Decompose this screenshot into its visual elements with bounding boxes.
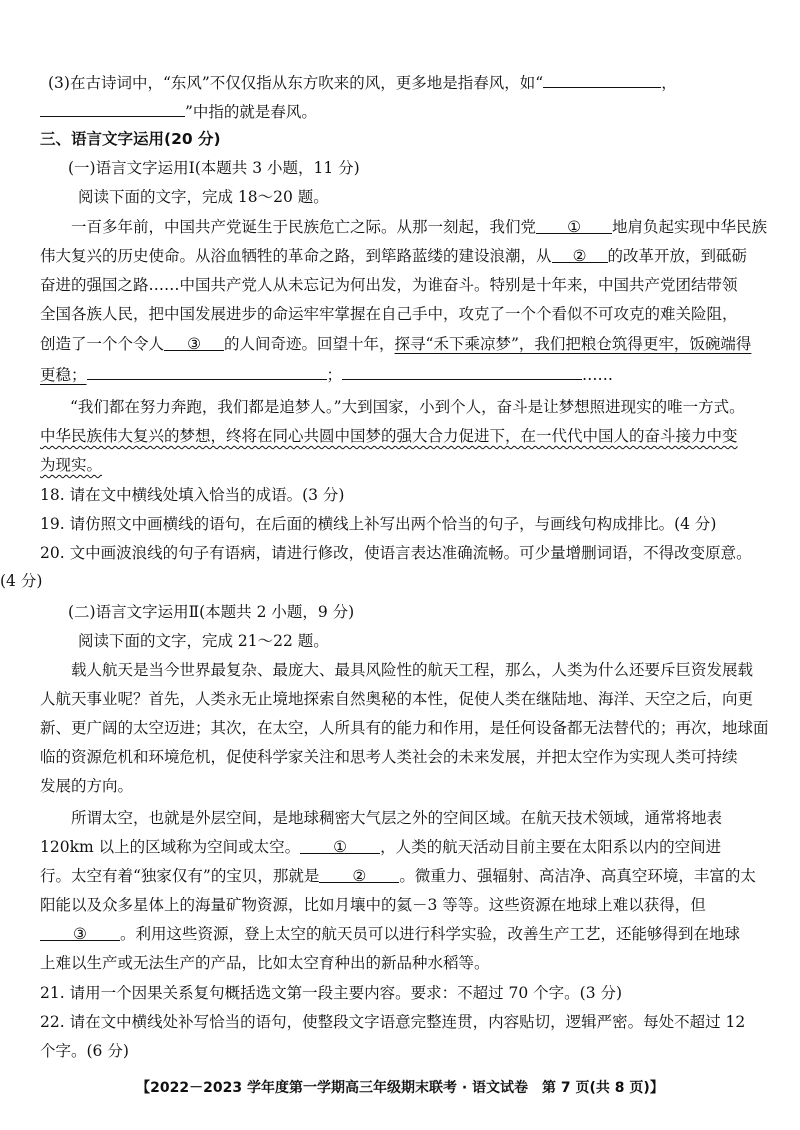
question-22: 22. 请在文中横线处补写恰当的语句，使整段文字语意完整连贯，内容贴切，逻辑严密。每处不超过 12 — [40, 1013, 746, 1031]
underlined-sentence: 更稳； — [40, 366, 87, 384]
passage4-line — [40, 865, 756, 887]
passage1-line: 全国各族人民，把中国发展进步的命运牢牢掌握在自己手中，攻克了一个个看似不可攻克的难关险阻， — [40, 305, 738, 323]
blank-1[interactable]: ① — [536, 216, 612, 234]
answer-blank[interactable] — [40, 99, 185, 117]
underlined-sentence: 探寻“禾下乘凉梦”，我们把粮仓筑得更牢，饭碗端得 — [394, 335, 752, 353]
passage3-line: 临的资源危机和环境危机，促使科学家关注和思考人类社会的未来发展，并把太空作为实现人类可持续 — [40, 748, 738, 766]
passage4-line: 上难以生产或无法生产的产品，比如太空育种出的新品种水稻等。 — [40, 954, 490, 972]
question-19: 19. 请仿照文中画横线的语句，在后面的横线上补写出两个恰当的句子，与画线句构成排比。(4 分) — [40, 515, 717, 533]
ellipsis: …… — [582, 366, 614, 384]
blank-3[interactable]: ③ — [40, 923, 120, 941]
part2-instruction: 阅读下面的文字，完成 21～22 题。 — [78, 632, 329, 650]
answer-blank[interactable] — [543, 70, 661, 88]
passage4-line: 所谓太空，也就是外层空间，是地球稠密大气层之外的空间区域。在航天技术领域，通常将地表 — [71, 809, 723, 827]
blank-1[interactable]: ① — [300, 836, 380, 854]
passage2-line: “我们都在努力奔跑，我们都是追梦人。”大到国家，小到个人，奋斗是让梦想照进现实的唯一方式。 — [70, 398, 745, 416]
question-21: 21. 请用一个因果关系复句概括选文第一段主要内容。要求：不超过 70 个字。(3 分) — [40, 984, 623, 1002]
poem-question-line2 — [40, 99, 317, 123]
question-20-score: (4 分) — [0, 572, 43, 590]
passage4-line — [40, 836, 721, 858]
imitation-blank-2[interactable] — [342, 362, 582, 380]
passage-text: ，人类的航天活动目前主要在太阳系以内的空间进 — [380, 838, 722, 856]
punctuation: ； — [326, 366, 343, 384]
passage3-line: 发展的方向。 — [40, 777, 134, 795]
passage-text: 行。太空有着“独家仅有”的宝贝，那就是 — [40, 867, 320, 885]
passage1-line — [71, 216, 767, 238]
poem-question-line1 — [48, 70, 677, 94]
imitation-blank-1[interactable] — [87, 362, 327, 380]
passage-text: 。利用这些资源，登上太空的航天员可以进行科学实验，改善生产工艺，还能够得到在地球 — [120, 925, 741, 943]
passage-text: 120km 以上的区域称为空间或太空。 — [40, 838, 301, 856]
poem-question-text-end: ”中指的就是春风。 — [185, 103, 317, 121]
passage3-line: 载人航天是当今世界最复杂、最庞大、最具风险性的航天工程，那么，人类为什么还要斥巨资发展载 — [71, 661, 754, 679]
passage3-line: 新、更广阔的太空迈进；其次，在太空，人所具有的能力和作用，是任何设备都无法替代的；再次，地球面 — [40, 719, 769, 737]
section-heading: 三、语言文字运用(20 分) — [40, 130, 221, 148]
part2-title: (二)语言文字运用Ⅱ(本题共 2 小题，9 分) — [68, 603, 355, 621]
wavy-sentence: 为现实。 — [40, 456, 103, 474]
passage-text: 地肩负起实现中华民族 — [612, 218, 768, 236]
passage-text: 的人间奇迹。回望十年， — [224, 335, 395, 353]
passage1-line — [40, 362, 613, 386]
passage-text: 一百多年前，中国共产党诞生于民族危亡之际。从那一刻起，我们党 — [71, 218, 537, 236]
passage1-line — [40, 333, 751, 355]
poem-question-text: (3)在古诗词中，“东风”不仅仅指从东方吹来的风，更多地是指春风，如“ — [48, 74, 544, 92]
blank-3[interactable]: ③ — [164, 333, 224, 351]
passage4-line: 阳能以及众多星体上的海量矿物资源，比如月壤中的氦－3 等等。这些资源在地球上难以获得，但 — [40, 896, 706, 914]
question-18: 18. 请在文中横线处填入恰当的成语。(3 分) — [40, 486, 345, 504]
passage4-line — [40, 923, 740, 945]
passage1-line — [40, 245, 747, 267]
passage-text: 的改革开放，到砥砺 — [607, 247, 748, 265]
page-footer: 【2022－2023 学年度第一学期高三年级期末联考 · 语文试卷 第 7 页(共 8 页)】 — [136, 1080, 664, 1096]
question-20: 20. 文中画波浪线的句子有语病，请进行修改，使语言表达准确流畅。可少量增删词语，不得改变原意。 — [40, 544, 752, 562]
question-22-cont: 个字。(6 分) — [40, 1042, 129, 1060]
part1-title: (一)语言文字运用Ⅰ(本题共 3 小题，11 分) — [68, 159, 360, 177]
passage-text: 。微重力、强辐射、高洁净、高真空环境，丰富的太 — [399, 867, 756, 885]
blank-2[interactable]: ② — [552, 245, 608, 263]
blank-2[interactable]: ② — [319, 865, 399, 883]
passage-text: 创造了一个个令人 — [40, 335, 165, 353]
wavy-sentence: 中华民族伟大复兴的梦想，终将在同心共圆中国梦的强大合力促进下，在一代代中国人的奋斗接力中变 — [40, 427, 738, 445]
passage-text: 伟大复兴的历史使命。从浴血牺牲的革命之路，到筚路蓝缕的建设浪潮，从 — [40, 247, 552, 265]
part1-instruction: 阅读下面的文字，完成 18～20 题。 — [78, 188, 329, 206]
punctuation: ， — [661, 74, 677, 92]
passage1-line: 奋进的强国之路……中国共产党人从未忘记为何出发，为谁奋斗。特别是十年来，中国共产党团结带领 — [40, 276, 738, 294]
passage3-line: 人航天事业呢？首先，人类永无止境地探索自然奥秘的本性，促使人类在继陆地、海洋、天空之后，向更 — [40, 690, 754, 708]
